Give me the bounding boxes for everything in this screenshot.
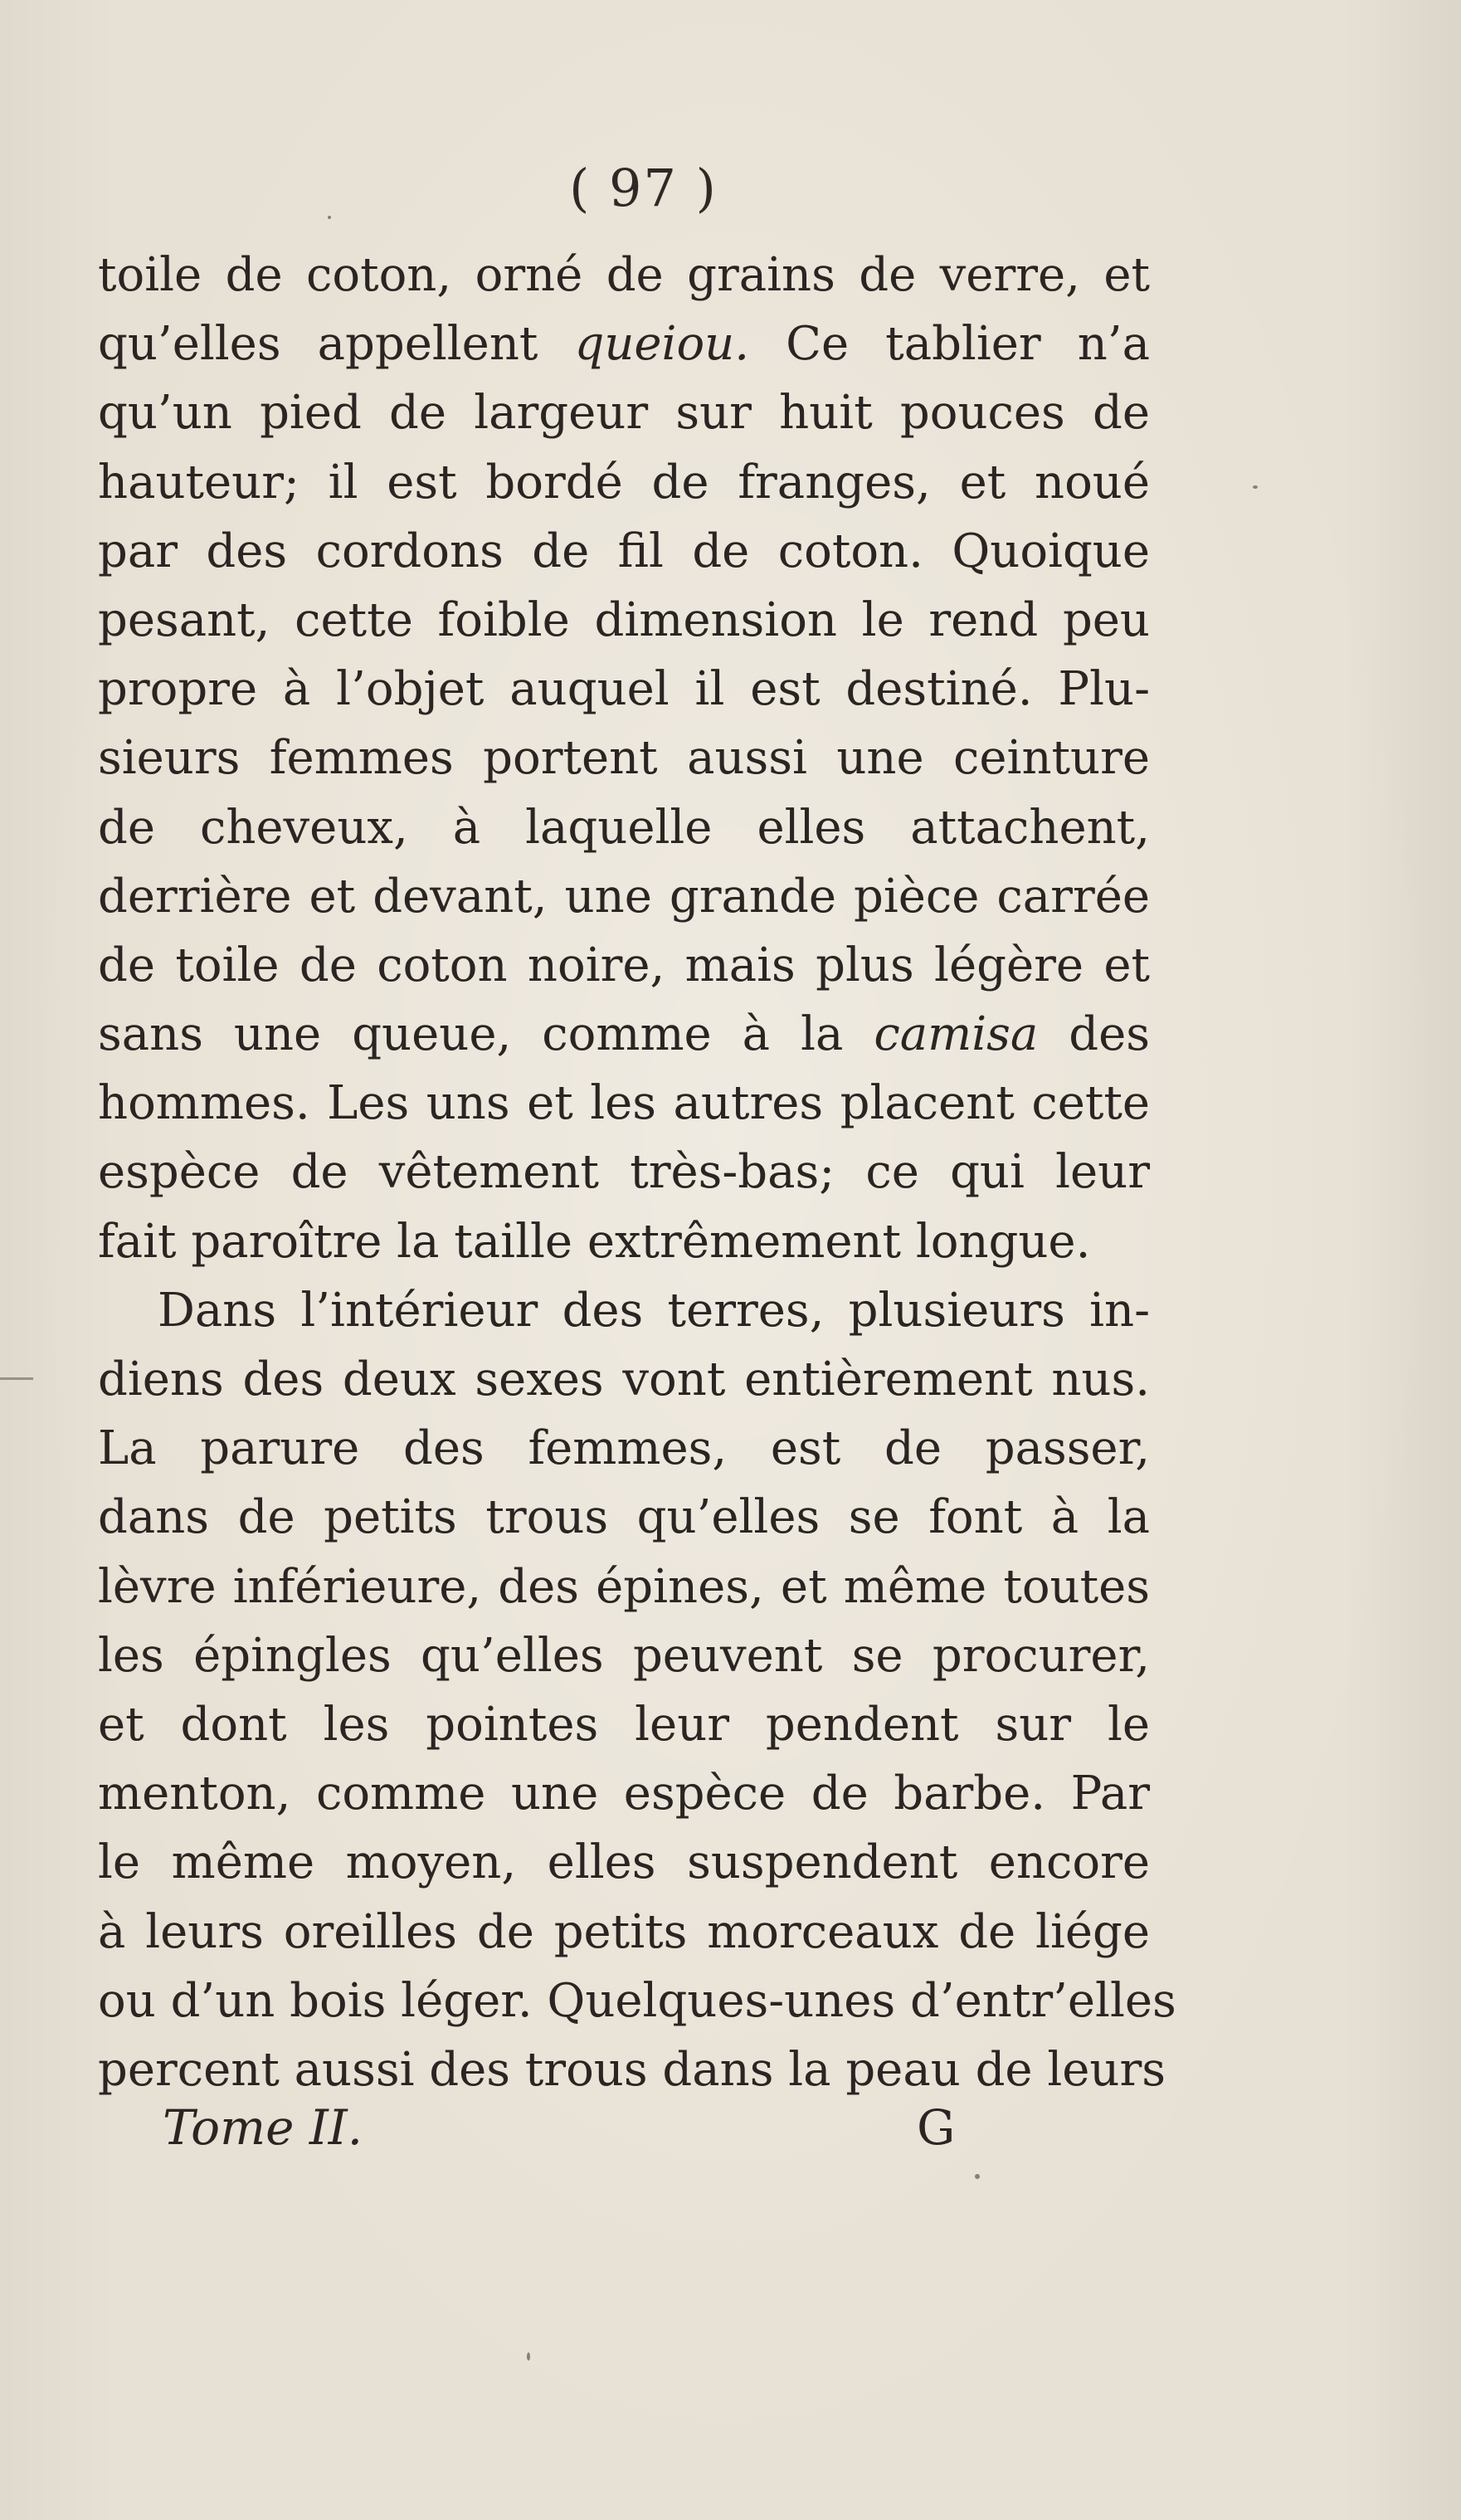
text-line [98,517,1150,586]
margin-mark [0,1377,33,1380]
text-line [98,931,1150,1000]
text-line [98,241,1150,310]
text-segment: des [1038,1007,1150,1062]
text-segment: fait paroître la taille extrêmement longue. [98,1214,1091,1269]
text-segment: et dont les pointes leur pendent sur le [98,1697,1150,1752]
text-line [98,1276,1150,1345]
text-line [98,1828,1150,1897]
paper-speck [975,2174,980,2179]
text-segment: menton, comme une espèce de barbe. Par [98,1767,1150,1821]
text-line [98,1690,1150,1759]
text-segment: qu’elles appellent [98,317,575,372]
text-line [98,793,1150,862]
text-line [98,310,1150,378]
text-segment: les épingles qu’elles peuvent se procurer, [98,1628,1150,1683]
text-line [98,862,1150,931]
text-segment: sieurs femmes portent aussi une ceinture [98,731,1150,786]
text-line [98,1967,1176,2035]
text-line [98,1414,1150,1483]
text-line [98,2035,1166,2104]
text-segment: qu’un pied de largeur sur huit pouces de [98,386,1150,441]
text-line [98,1000,1150,1069]
paper-speck [527,2352,530,2361]
text-segment: espèce de vêtement très-bas; ce qui leur [98,1145,1150,1200]
text-segment: La parure des femmes, est de passer, [98,1421,1150,1476]
text-segment: propre à l’objet auquel il est destiné. Plu- [98,662,1150,717]
text-segment: Ce tablier n’a [749,317,1150,372]
text-line [98,724,1150,792]
paper-speck [328,216,331,219]
text-line [98,655,1150,724]
text-line [98,1759,1150,1828]
text-segment: Dans l’intérieur des terres, plusieurs in- [158,1283,1150,1338]
text-line [98,1069,1150,1138]
text-segment: diens des deux sexes vont entièrement nus. [98,1353,1150,1406]
page-number: ( 97 ) [569,158,718,218]
text-segment: à leurs oreilles de petits morceaux de liége [98,1904,1150,1959]
text-segment: hommes. Les uns et les autres placent cette [98,1076,1150,1131]
text-segment: par des cordons de fil de coton. Quoique [98,524,1150,578]
text-line [98,1138,1150,1206]
text-segment: de cheveux, à laquelle elles attachent, [98,800,1150,855]
text-segment: le même moyen, elles suspendent encore [98,1835,1150,1890]
text-segment: toile de coton, orné de grains de verre, et [98,248,1150,302]
text-line [98,378,1150,447]
italic-term: camisa [874,1007,1039,1062]
text-line [98,1898,1150,1967]
text-segment: ou d’un bois léger. Quelques-unes d’entr’elles [98,1973,1176,2028]
text-line [98,1207,1150,1276]
text-segment: hauteur; il est bordé de franges, et noué [98,455,1150,509]
text-line [98,448,1150,517]
text-segment: sans une queue, comme à la [98,1007,874,1062]
paper-speck [1253,485,1258,489]
text-segment: lèvre inférieure, des épines, et même toutes [98,1559,1150,1614]
text-line [98,1621,1150,1690]
text-segment: de toile de coton noire, mais plus légère et [98,938,1150,992]
italic-term: queiou. [574,317,750,372]
text-segment: percent aussi des trous dans la peau de leurs [98,2042,1166,2097]
text-segment: derrière et devant, une grande pièce carrée [98,869,1150,924]
text-segment: dans de petits trous qu’elles se font à la [98,1490,1150,1545]
text-line [98,586,1150,655]
text-line [98,1552,1150,1621]
signature-volume: Tome II. [163,2099,363,2156]
text-line [98,1345,1150,1414]
signature-mark: G [917,2099,956,2156]
text-line [98,1483,1150,1552]
body-text [98,241,1176,2104]
text-segment: pesant, cette foible dimension le rend peu [98,592,1150,647]
